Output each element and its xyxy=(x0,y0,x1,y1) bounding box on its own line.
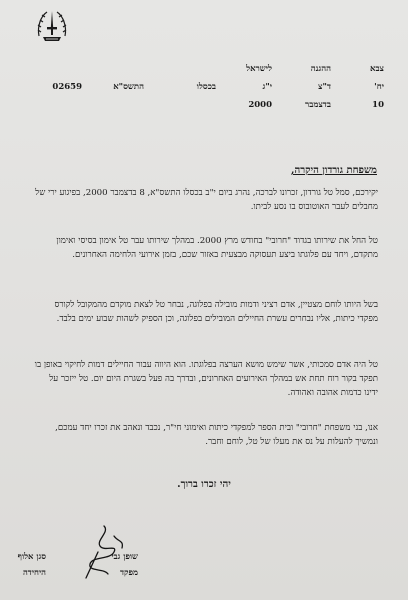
header-text: י"ג xyxy=(262,82,272,92)
header-text xyxy=(197,64,216,74)
header-text xyxy=(113,100,144,110)
header-col-5 xyxy=(113,64,144,110)
paragraph-5: אנו, בני משפחת "חרובי" ובית הספר למפקדי כיתות ואימוני חי"ר, נכבד ונאהב את זכרו יחד עמכם, ונמשיך להעלות על נס את מעלו של טל, לוחם וחבר. xyxy=(55,423,378,447)
signer-name: שופן גבי xyxy=(111,551,138,561)
signature-commander xyxy=(111,548,138,580)
idf-emblem-icon xyxy=(33,6,71,46)
header-text xyxy=(52,64,82,74)
header-text: 10 xyxy=(372,100,384,110)
header-text: ד"צ xyxy=(318,82,331,92)
header-col-4 xyxy=(197,64,216,110)
signer-unit: היחידה xyxy=(22,567,46,577)
signer-role: מפקד xyxy=(119,567,138,577)
header-col-2 xyxy=(305,64,331,110)
signer-rank: סגן אלוף xyxy=(17,551,46,561)
paragraph-2: טל החל את שירותו בגדוד "חרובי" בחודש מרץ 2000. במהלך שירותו עבר טל אימון בסיסי ואימון מתקדם, ויחד עם פלוגתו ביצע תעסוקה מבצעית באזור שכם, בזמן אירועי הלחימה האחרונים. xyxy=(56,236,378,260)
header-text: יח' xyxy=(374,82,384,92)
header-text: ההגנה xyxy=(310,64,331,74)
salutation: משפחת גורדון היקרה, xyxy=(291,165,377,176)
header-col-1 xyxy=(370,64,384,110)
header-text xyxy=(197,100,216,110)
header-text: לישראל xyxy=(246,64,272,74)
header-text: 2000 xyxy=(248,100,272,110)
header-text xyxy=(52,100,82,110)
signature-unit xyxy=(18,548,46,580)
paragraph-3: בשל היותו לוחם מצטיין, אדם רציני ודמות מובילה בפלוגה, נבחר טל לצאת מוקדם מהמקובל לקורס מפקדי כיתות, אליו נבחרים עשרת החיילים המובילים בפלוגה, וכן הספיק לשהות שבוע ימים בלבד. xyxy=(54,300,378,324)
header-col-3 xyxy=(246,64,272,110)
header-text: בכסלו xyxy=(196,82,216,92)
paragraph-1: יקירכם, סמל טל גורדון, זכרונו לברכה, נהרג ביום י"ב בכסלו התשס"א, 8 בדצמבר 2000, בפיגוע ירי של מחבלים לעבר האוטובוס בו נסע לביתו. xyxy=(35,188,378,212)
memorial-blessing: יהי זכרו ברוך. xyxy=(177,479,231,490)
letter-header xyxy=(24,64,384,132)
header-col-6 xyxy=(52,64,82,110)
header-text: 02659 xyxy=(52,82,82,92)
paragraph-4: טל היה אדם סמכותי, אשר שימש מושא הערצה בפלוגתו. הוא היווה עבור החיילים דמות לחיקוי באופן בו תפקד בקור רוח תחת אש במהלך האירועים האחרונים, ובדרך בה פעל בשגרת היום יום. טל ייזכר על ידינו כדמות אהובה ואהודה. xyxy=(34,360,378,398)
header-text xyxy=(113,64,144,74)
header-text: התשס"א xyxy=(113,82,144,92)
header-text: בדצמבר xyxy=(305,100,331,110)
header-text: צבא xyxy=(369,64,384,74)
